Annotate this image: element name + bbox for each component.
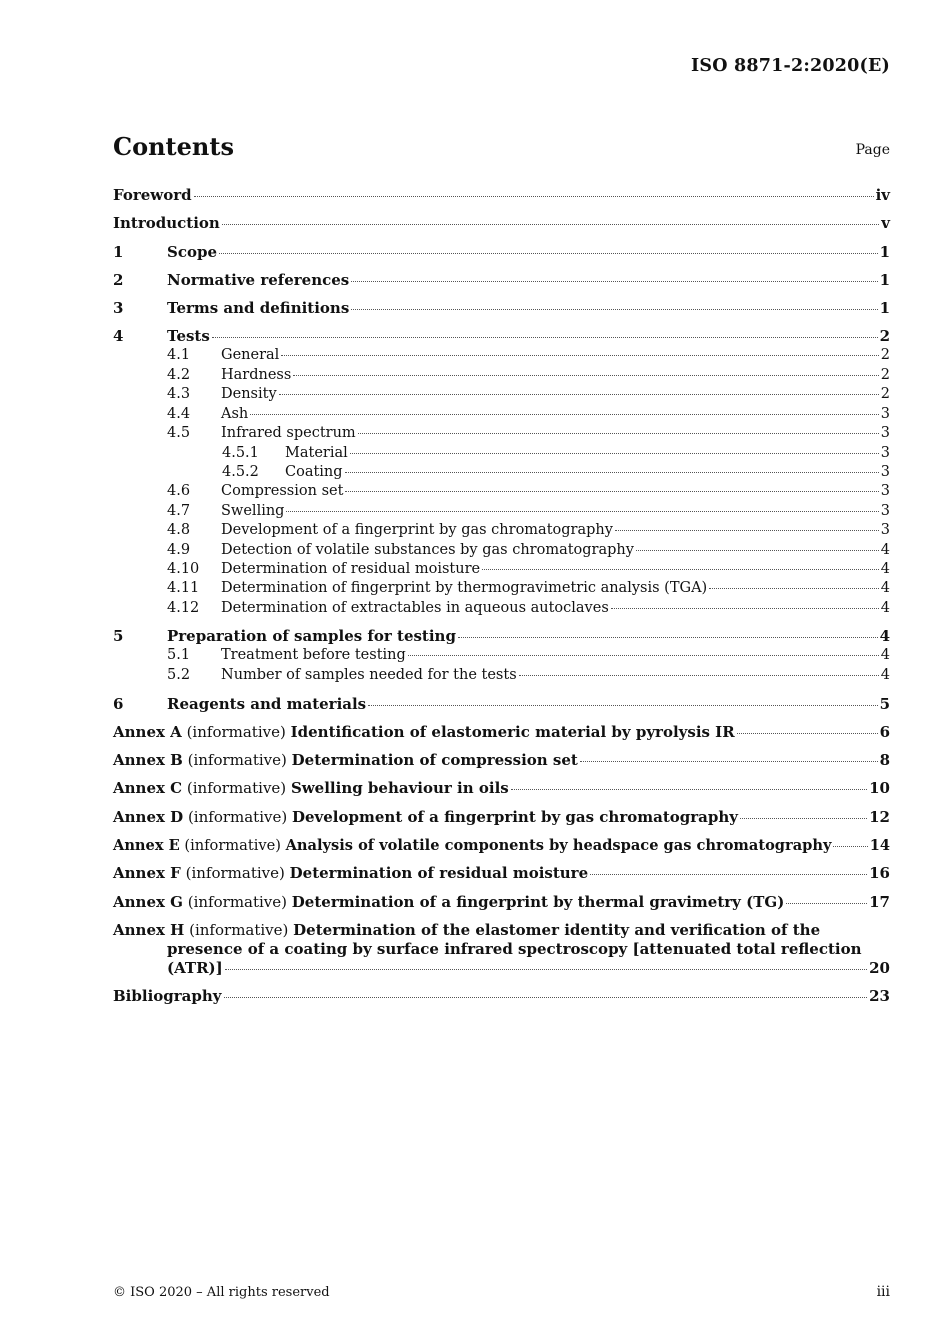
toc-number: 4.5.1 bbox=[222, 444, 259, 461]
dot-leader bbox=[286, 511, 878, 512]
dot-leader bbox=[225, 969, 867, 970]
toc-number: 4.2 bbox=[167, 366, 191, 383]
toc-page: 4 bbox=[880, 599, 890, 616]
toc-subclause-4-3[interactable] bbox=[113, 385, 890, 404]
toc-annex-e[interactable] bbox=[113, 836, 890, 855]
page-column-label: Page bbox=[855, 142, 890, 158]
dot-leader bbox=[219, 253, 878, 254]
toc-title: Reagents and materials bbox=[167, 694, 367, 713]
toc-title: Compression set bbox=[221, 483, 344, 500]
toc-title: Tests bbox=[167, 327, 210, 346]
toc-clause-3[interactable] bbox=[113, 299, 890, 318]
annex-label: Annex F bbox=[113, 864, 181, 883]
toc-number: 4.12 bbox=[167, 599, 200, 616]
toc-page: 2 bbox=[880, 347, 890, 364]
toc-page: 3 bbox=[880, 425, 890, 442]
annex-label: Annex C bbox=[113, 779, 183, 798]
toc-title: Preparation of samples for testing bbox=[167, 627, 456, 646]
toc-title: Foreword bbox=[113, 186, 192, 204]
annex-label: Annex D bbox=[113, 807, 184, 826]
toc-title: Coating bbox=[285, 463, 343, 480]
toc-page: 10 bbox=[869, 779, 890, 798]
toc-page: 8 bbox=[879, 751, 890, 770]
toc-annex-b[interactable] bbox=[113, 751, 890, 770]
toc-title: Material bbox=[285, 444, 348, 461]
toc-page: 3 bbox=[880, 502, 890, 519]
toc-subclause-4-2[interactable] bbox=[113, 366, 890, 385]
toc-number: 4.9 bbox=[167, 541, 191, 558]
toc-number: 4.7 bbox=[167, 502, 191, 519]
toc-clause-5[interactable] bbox=[113, 627, 890, 646]
toc-number: 4.6 bbox=[167, 483, 191, 500]
toc-page: 4 bbox=[879, 627, 890, 646]
toc-page: 5 bbox=[879, 694, 890, 713]
toc-page: 3 bbox=[880, 405, 890, 422]
annex-label: Annex B bbox=[113, 751, 183, 770]
toc-subclause-4-7[interactable] bbox=[113, 502, 890, 521]
copyright-notice: © ISO 2020 – All rights reserved bbox=[113, 1285, 330, 1300]
toc-annex-a[interactable] bbox=[113, 723, 890, 742]
annex-label: Annex E bbox=[113, 837, 180, 855]
toc-title: Infrared spectrum bbox=[221, 425, 356, 442]
dot-leader bbox=[482, 569, 879, 570]
toc-subclause-4-5[interactable] bbox=[113, 424, 890, 443]
dot-leader bbox=[212, 337, 878, 338]
dot-leader bbox=[345, 472, 879, 473]
toc-title: Determination of fingerprint by thermogravimetric analysis (TGA) bbox=[221, 580, 708, 597]
dot-leader bbox=[194, 196, 874, 197]
toc-page: 4 bbox=[880, 666, 890, 683]
toc-title: Normative references bbox=[167, 270, 350, 289]
toc-title: Determination of extractables in aqueous autoclaves bbox=[221, 599, 609, 616]
toc-title: Bibliography bbox=[113, 987, 222, 1006]
dot-leader bbox=[224, 997, 868, 998]
toc-number: 3 bbox=[113, 299, 124, 318]
toc-title: Treatment before testing bbox=[221, 647, 406, 664]
toc-page: 4 bbox=[880, 541, 890, 558]
toc-page: 17 bbox=[869, 892, 890, 911]
toc-number: 1 bbox=[113, 242, 124, 261]
dot-leader bbox=[519, 675, 879, 676]
toc-annex-g[interactable] bbox=[113, 893, 890, 912]
toc-title: Detection of volatile substances by gas chromatography bbox=[221, 541, 634, 558]
toc-title: Determination of residual moisture bbox=[221, 560, 481, 577]
toc-page: 3 bbox=[880, 522, 890, 539]
toc-title: Determination of the elastomer identity and verification of the bbox=[293, 920, 821, 939]
dot-leader bbox=[408, 655, 879, 656]
toc-number: 4.11 bbox=[167, 580, 200, 597]
dot-leader bbox=[250, 414, 879, 415]
toc-subclause-4-9[interactable] bbox=[113, 541, 890, 560]
annex-info: (informative) bbox=[186, 779, 287, 798]
toc-page: 23 bbox=[869, 987, 890, 1006]
toc-title: Swelling bbox=[221, 502, 285, 519]
annex-info: (informative) bbox=[187, 892, 288, 911]
toc-subclause-4-4[interactable] bbox=[113, 405, 890, 424]
toc-clause-2[interactable] bbox=[113, 271, 890, 290]
toc-page: 4 bbox=[880, 560, 890, 577]
toc-subclause-4-8[interactable] bbox=[113, 521, 890, 540]
toc-subclause-4-5-2[interactable] bbox=[113, 463, 890, 482]
toc-title: Development of a fingerprint by gas chromatography bbox=[221, 522, 613, 539]
dot-leader bbox=[281, 355, 878, 356]
annex-label: Annex A bbox=[113, 722, 182, 741]
toc-title: Ash bbox=[221, 405, 249, 422]
annex-label: Annex G bbox=[113, 892, 183, 911]
toc-title: General bbox=[221, 347, 280, 364]
dot-leader bbox=[580, 761, 878, 762]
toc-clause-4[interactable] bbox=[113, 327, 890, 346]
toc-title: Number of samples needed for the tests bbox=[221, 666, 517, 683]
document-id: ISO 8871-2:2020(E) bbox=[691, 56, 890, 76]
dot-leader bbox=[636, 550, 879, 551]
dot-leader bbox=[358, 433, 879, 434]
toc-number: 5 bbox=[113, 627, 124, 646]
toc-subclause-4-10[interactable] bbox=[113, 560, 890, 579]
dot-leader bbox=[740, 818, 867, 819]
toc-page: 1 bbox=[879, 270, 890, 289]
toc-annex-c[interactable] bbox=[113, 779, 890, 798]
dot-leader bbox=[833, 846, 867, 847]
annex-info: (informative) bbox=[186, 722, 286, 741]
toc-title: Density bbox=[221, 386, 277, 403]
toc-number: 4.3 bbox=[167, 386, 191, 403]
dot-leader bbox=[351, 309, 877, 310]
toc-page: 4 bbox=[880, 580, 890, 597]
toc-number: 5.1 bbox=[167, 647, 191, 664]
toc-title: Analysis of volatile components by headspace gas chromatography bbox=[285, 837, 832, 855]
dot-leader bbox=[709, 588, 879, 589]
dot-leader bbox=[368, 705, 877, 706]
dot-leader bbox=[222, 224, 879, 225]
toc-clause-6[interactable] bbox=[113, 695, 890, 714]
toc-annex-h[interactable] bbox=[113, 921, 890, 978]
dot-leader bbox=[293, 375, 878, 376]
toc-page: 20 bbox=[869, 958, 890, 977]
toc-number: 4.1 bbox=[167, 347, 191, 364]
annex-info: (informative) bbox=[185, 864, 285, 883]
toc-title-continued: (ATR)] bbox=[167, 958, 223, 977]
toc-page: 16 bbox=[869, 864, 890, 883]
toc-page: 3 bbox=[880, 444, 890, 461]
toc-title-continued: presence of a coating by surface infrared spectroscopy [attenuated total reflection bbox=[167, 939, 862, 958]
toc-introduction[interactable] bbox=[113, 214, 890, 233]
toc-page: v bbox=[881, 214, 890, 233]
toc-subclause-4-12[interactable] bbox=[113, 599, 890, 618]
toc-title: Swelling behaviour in oils bbox=[290, 779, 509, 798]
toc-subclause-5-1[interactable] bbox=[113, 646, 890, 665]
toc-page: 2 bbox=[879, 327, 890, 346]
toc-page: 6 bbox=[879, 722, 890, 741]
toc-number: 4 bbox=[113, 327, 124, 346]
toc-page: 2 bbox=[880, 366, 890, 383]
toc-title: Terms and definitions bbox=[167, 299, 350, 318]
toc-page: 12 bbox=[869, 807, 890, 826]
toc-number: 2 bbox=[113, 270, 124, 289]
dot-leader bbox=[590, 874, 867, 875]
toc-number: 4.8 bbox=[167, 522, 191, 539]
toc-title: Determination of a fingerprint by thermal gravimetry (TG) bbox=[291, 892, 785, 911]
annex-label: Annex H bbox=[113, 920, 185, 939]
toc-number: 4.10 bbox=[167, 560, 200, 577]
toc-title: Development of a fingerprint by gas chromatography bbox=[292, 807, 738, 826]
dot-leader bbox=[511, 789, 867, 790]
toc-foreword[interactable] bbox=[113, 186, 890, 205]
dot-leader bbox=[351, 281, 877, 282]
toc-bibliography[interactable] bbox=[113, 987, 890, 1006]
toc-page: 3 bbox=[880, 463, 890, 480]
dot-leader bbox=[345, 491, 878, 492]
annex-info: (informative) bbox=[189, 920, 289, 939]
toc-number: 6 bbox=[113, 694, 124, 713]
annex-info: (informative) bbox=[187, 807, 288, 826]
table-of-contents bbox=[113, 186, 890, 1006]
toc-title: Determination of residual moisture bbox=[289, 864, 589, 883]
toc-title: Hardness bbox=[221, 366, 292, 383]
toc-subclause-4-11[interactable] bbox=[113, 579, 890, 598]
toc-annex-f[interactable] bbox=[113, 864, 890, 883]
dot-leader bbox=[611, 608, 879, 609]
dot-leader bbox=[350, 453, 879, 454]
toc-number: 4.4 bbox=[167, 405, 191, 422]
toc-page: 4 bbox=[880, 647, 890, 664]
toc-annex-d[interactable] bbox=[113, 808, 890, 827]
contents-title: Contents bbox=[113, 132, 234, 161]
toc-page: 1 bbox=[879, 299, 890, 318]
toc-subclause-4-6[interactable] bbox=[113, 482, 890, 501]
toc-subclause-4-1[interactable] bbox=[113, 346, 890, 365]
toc-page: 2 bbox=[880, 386, 890, 403]
dot-leader bbox=[737, 733, 878, 734]
toc-number: 4.5 bbox=[167, 425, 191, 442]
toc-page: iv bbox=[875, 186, 890, 204]
toc-title: Introduction bbox=[113, 214, 220, 233]
dot-leader bbox=[615, 530, 879, 531]
toc-number: 5.2 bbox=[167, 666, 191, 683]
toc-title: Determination of compression set bbox=[291, 751, 578, 770]
toc-subclause-5-2[interactable] bbox=[113, 666, 890, 685]
toc-number: 4.5.2 bbox=[222, 463, 259, 480]
toc-page: 3 bbox=[880, 483, 890, 500]
page-number: iii bbox=[876, 1284, 890, 1300]
dot-leader bbox=[458, 637, 878, 638]
toc-clause-1[interactable] bbox=[113, 243, 890, 262]
toc-title: Identification of elastomeric material by pyrolysis IR bbox=[290, 722, 735, 741]
toc-title: Scope bbox=[167, 242, 218, 261]
toc-page: 14 bbox=[869, 837, 890, 855]
dot-leader bbox=[786, 903, 867, 904]
toc-subclause-4-5-1[interactable] bbox=[113, 444, 890, 463]
dot-leader bbox=[279, 394, 879, 395]
annex-info: (informative) bbox=[184, 837, 281, 855]
annex-info: (informative) bbox=[187, 751, 287, 770]
toc-page: 1 bbox=[879, 242, 890, 261]
